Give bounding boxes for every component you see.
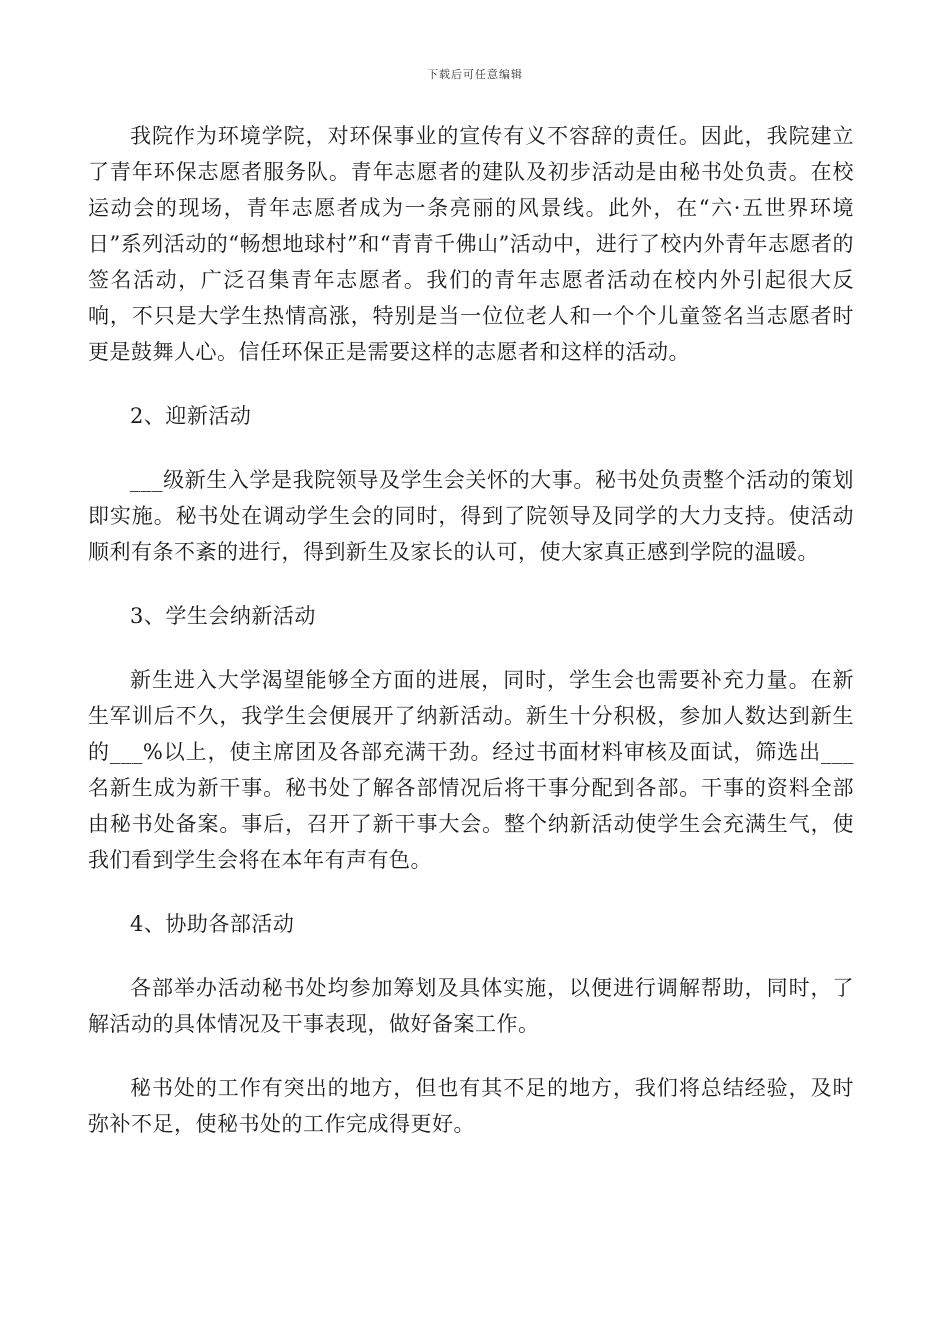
section-heading-assist: 4、协助各部活动 [130,912,295,936]
section-heading-recruitment: 3、学生会纳新活动 [130,604,316,628]
paragraph-volunteers: 我院作为环境学院，对环保事业的宣传有义不容辞的责任。因此，我院建立了青年环保志愿者服务队。青年志愿者的建队及初步活动是由秘书处负责。在校运动会的现场，青年志愿者成为一条亮丽的风景线。此外，在“六·五世界环境日”系列活动的“畅想地球村”和“青青千佛山”活动中，进行了校内外青年志愿者的签名活动，广泛召集青年志愿者。我们的青年志愿者活动在校内外引起很大反响，不只是大学生热情高涨，特别是当一位位老人和一个个儿童签名当志愿者时更是鼓舞人心。信任环保正是需要这样的志愿者和这样的活动。 [88,124,854,364]
document-body [88,118,854,1170]
paragraph-recruitment: 新生进入大学渴望能够全方面的进展，同时，学生会也需要补充力量。在新生军训后不久，我学生会便展开了纳新活动。新生十分积极，参加人数达到新生的___%以上，使主席团及各部充满干劲。经过书面材料审核及面试，筛选出___名新生成为新干事。秘书处了解各部情况后将干事分配到各部。干事的资料全部由秘书处备案。事后，召开了新干事大会。整个纳新活动使学生会充满生气，使我们看到学生会将在本年有声有色。 [88,668,854,872]
paragraph-welcome: ___级新生入学是我院领导及学生会关怀的大事。秘书处负责整个活动的策划即实施。秘书处在调动学生会的同时，得到了院领导及同学的大力支持。使活动顺利有条不紊的进行，得到新生及家长的认可，使大家真正感到学院的温暖。 [88,468,854,564]
paragraph-summary: 秘书处的工作有突出的地方，但也有其不足的地方，我们将总结经验，及时弥补不足，使秘书处的工作完成得更好。 [88,1076,854,1136]
page-header: 下载后可任意编辑 [427,68,523,81]
paragraph-assist: 各部举办活动秘书处均参加筹划及具体实施，以便进行调解帮助，同时，了解活动的具体情况及干事表现，做好备案工作。 [88,976,854,1036]
section-heading-welcome: 2、迎新活动 [130,404,252,428]
